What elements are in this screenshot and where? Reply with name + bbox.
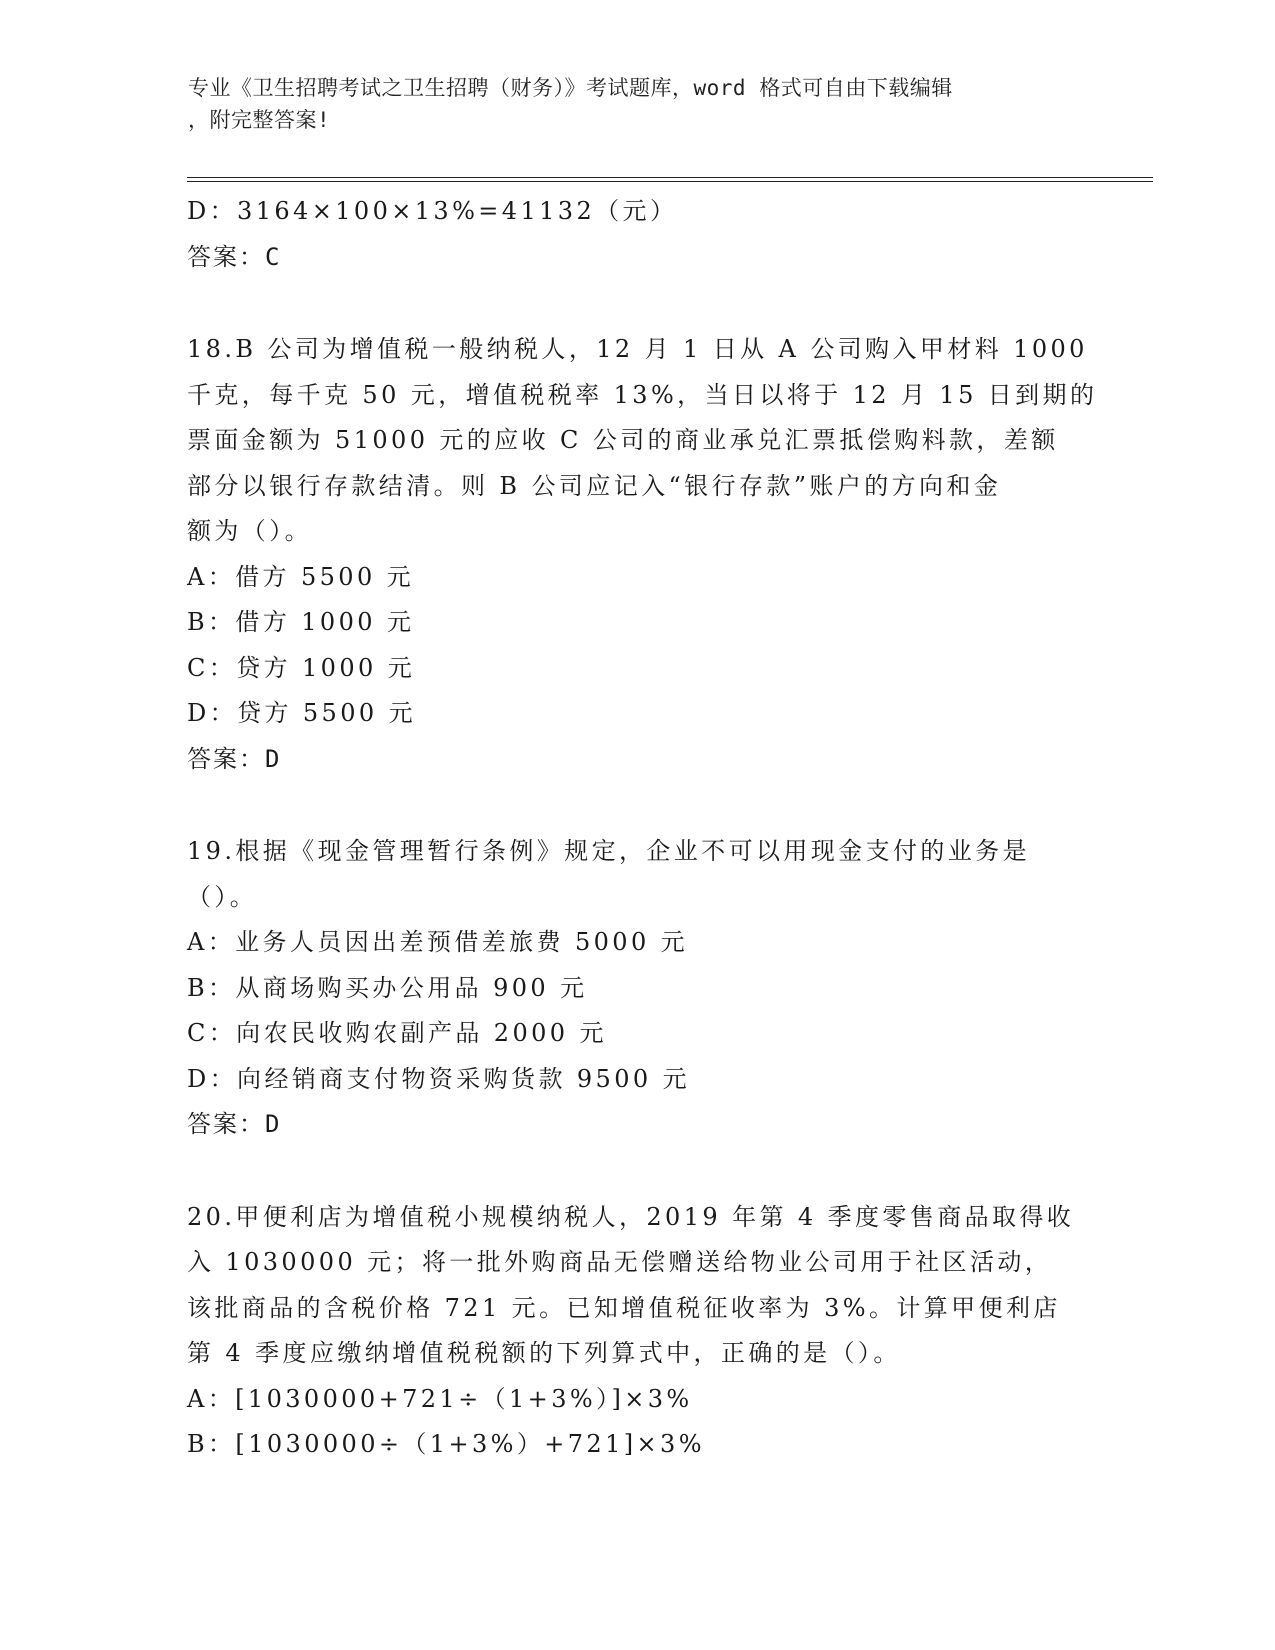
spacer [187, 782, 1087, 829]
question-19-option-a: A：业务人员因出差预借差旅费 5000 元 [187, 928, 689, 956]
prev-option-d: D：3164×100×13%=41132（元） [187, 197, 678, 225]
question-18-stem-line: 部分以银行存款结清。则 B 公司应记入“银行存款”账户的方向和金 [187, 471, 1002, 500]
question-content [187, 189, 1098, 1468]
question-18-option-a: A：借方 5500 元 [187, 562, 415, 591]
question-20-stem-line: 该批商品的含税价格 721 元。已知增值税征收率为 3%。计算甲便利店 [187, 1293, 1061, 1322]
question-19-option-d: D：向经销商支付物资采购货款 9500 元 [187, 1064, 690, 1093]
question-18-answer: 答案：D [187, 744, 282, 773]
question-18-option-b: B：借方 1000 元 [187, 608, 415, 636]
question-18-stem-line: 千克，每千克 50 元，增值税税率 13%，当日以将于 12 月 15 日到期的 [187, 380, 1098, 409]
question-20-stem-line: 第 4 季度应缴纳增值税税额的下列算式中，正确的是（）。 [187, 1339, 901, 1367]
question-19-option-c: C：向农民收购农副产品 2000 元 [187, 1019, 607, 1047]
spacer [187, 280, 1087, 327]
prev-answer: 答案：C [187, 242, 282, 271]
question-20-stem-line: 20.甲便利店为增值税小规模纳税人，2019 年第 4 季度零售商品取得收 [187, 1202, 1075, 1231]
question-18-stem-line: 18.B 公司为增值税一般纳税人，12 月 1 日从 A 公司购入甲材料 1000 [187, 335, 1088, 363]
question-19 [187, 829, 1087, 1148]
question-19-answer: 答案：D [187, 1110, 282, 1138]
question-18-option-d: D：贷方 5500 元 [187, 699, 416, 727]
question-20-option-b: B：[1030000÷（1+3%）+721]×3% [187, 1430, 705, 1458]
question-20-stem-line: 入 1030000 元；将一批外购商品无偿赠送给物业公司用于社区活动， [187, 1248, 1053, 1276]
document-header [188, 72, 1088, 136]
question-20-option-a: A：[1030000+721÷（1+3%）]×3% [187, 1384, 693, 1413]
spacer [187, 1148, 1087, 1195]
question-18-stem-line: 票面金额为 51000 元的应收 C 公司的商业承兑汇票抵偿购料款，差额 [187, 426, 1059, 454]
header-line-1: 专业《卫生招聘考试之卫生招聘（财务）》考试题库，word 格式可自由下载编辑 [188, 76, 953, 100]
question-20 [187, 1195, 1087, 1468]
header-divider [187, 177, 1153, 182]
question-19-stem-line: 19.根据《现金管理暂行条例》规定，企业不可以用现金支付的业务是 [187, 837, 1030, 865]
question-18-stem-line: 额为（）。 [187, 517, 312, 545]
header-line-2: ，附完整答案! [188, 108, 331, 132]
question-19-stem-line: （）。 [187, 882, 258, 911]
question-18 [187, 327, 1098, 782]
question-19-option-b: B：从商场购买办公用品 900 元 [187, 973, 588, 1002]
question-18-option-c: C：贷方 1000 元 [187, 653, 416, 682]
